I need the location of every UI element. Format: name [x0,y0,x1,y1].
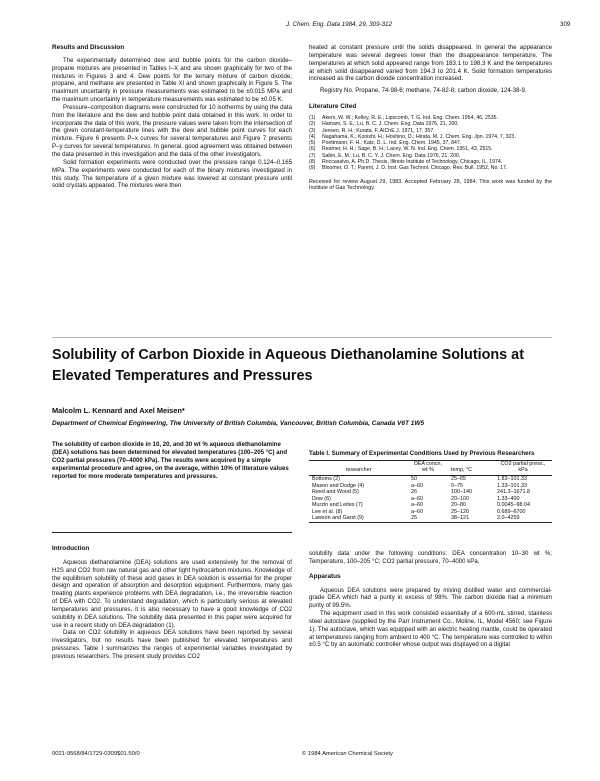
reference-number: (9) [309,165,316,172]
table-cell: Dow (6) [312,495,331,502]
reference-text: Nagahama, K.; Konishi, H.; Hoshino, D.; Hirata, M. J. Chem. Eng. Jpn. 1974, 7, 323. [322,133,516,140]
prev-right-column [309,44,552,192]
reference-number: (2) [309,121,316,128]
reference-number: (4) [309,133,316,140]
table-cell: 50 [410,476,417,483]
reference-number: (3) [309,127,316,134]
table-cell: Murzin and Leites (7) [312,502,363,509]
page-number: 309 [560,21,571,28]
article-divider [52,337,552,338]
table-cell: 0.689–6700 [497,508,526,515]
abstract-rule [52,532,292,533]
table-cell: 25–120 [450,508,469,515]
table-cell: Lawson and Garst (9) [312,515,364,522]
apparatus-heading: Apparatus [309,572,341,580]
article-authors: Malcolm L. Kennard and Axel Meisen* [52,406,185,415]
table-cell: 241.3–1671.8 [497,489,530,496]
reference-number: (6) [309,146,316,153]
prev-paragraph: Solid formation experiments were conducted over the pressure range 0.124–0.165 MPa. The experiments were conducted for each of the binary mixtures investigated in this study. The temperature of a given mixture was lowered at constant pressure until solid crystals appeared. The mixtures were then [52,158,292,190]
journal-citation: J. Chem. Eng. Data 1984, 29, 309-312 [286,21,392,28]
table-cell: 1.33–101.33 [497,482,527,489]
table-body [309,461,552,522]
reference-text: Jensen, R. H.; Kurata, F. AIChE J. 1971, 17, 357. [322,127,435,134]
table-cell: 25–65 [450,476,466,483]
table-cell: a–60 [410,495,423,502]
reference-text: Hamam, S. E.; Lu, B. C. J. Chem. Eng. Data 1976, 21, 200. [322,121,459,128]
prev-paragraph: The experimentally determined dew and bubble points for the carbon dioxide–propane mixtures are presented in Tables I–X and are shown graphically for two of the mixtures in Figures 3 and 4. Dew points for the ternary mixture of carbon dioxide, propane, and methane are presented in Table XI and shown graphically in Figure 5. The maximum uncertainty in pressure measurements was estimated to be ±0.015 MPa and the maximum uncertainty in temperature measurements was estimated to be ±0.05 K. [52,56,292,104]
reference-list [309,115,552,172]
received-note: Received for review August 29, 1983. Accepted February 28, 1984. This work was funded by the Institute of Gas Technology. [309,178,552,192]
reference-text: Sabin, E. M.; Lu, B. C. Y. J. Chem. Eng. Data 1976, 21, 200. [322,152,461,159]
conditions-paragraph: solubility data under the following conditions: DEA concentration 10–30 wt %; Temperature, 100–205 °C; CO2 partial pressure, 70–4000 kPa. [309,550,552,565]
reference-text: Roccasalvo, A. Ph.D. Thesis, Illinois Institute of Technology, Chicago, IL, 1974. [322,158,503,165]
reference-text: Bloomer, O. T.; Parent, J. D. Inst. Gas Technol. Chicago, Res. Bull. 1952, No. 17. [322,165,508,172]
table-cell: Lee et al. (8) [312,508,343,515]
table-header-researcher: researcher [345,467,372,474]
table-cell: 20–100 [450,495,469,502]
table-cell: a–60 [410,502,423,509]
reference-number: (1) [309,114,316,121]
prev-paragraph: Pressure–composition diagrams were constructed for 10 isotherms by using the data from the literature and the dew and bubble point data obtained in this work. In order to incorporate the data of this work, the pressure values were taken from the intersection of the given constant-temperature lines with the dew and bubble point curves for each mixture. Figure 6 presents P–x curves for several temperatures and Figure 7 presents P–y curves for several temperatures. In general, good agreement was obtained between the data presented in this investigation and the data of the other investigators. [52,103,292,158]
table-cell: Bottoms (2) [312,476,340,483]
table-cell: a–60 [410,508,423,515]
table-cell: a–60 [410,482,423,489]
table-cell: 38–121 [450,515,469,522]
reference-number: (8) [309,158,316,165]
intro-paragraph: Aqueous diethanolamine (DEA) solutions are used extensively for the removal of H2S and CO2 from raw natural gas and other light hydrocarbon mixtures. Knowledge of the equilibrium solubility of these acid gases in DEA solution is essential for the proper design and operation of absorption and desorption equipment. Furthermore, many gas treating plants experience problems with DEA degradation, i.e., the irreversible reaction of DEA with CO2. To understand degradation, which is particularly serious at elevated temperatures and pressures, it is also necessary to have a good knowledge of CO2 solubility in DEA solutions. The solubility data presented in this paper were acquired for use in a recent study on DEA degradation (1). [52,558,292,629]
reference-text: Poettmann, F. H.; Katz, D. L. Ind. Eng. Chem. 1945, 37, 847. [322,140,462,147]
registry-numbers: Registry No. Propane, 74-98-6; methane, 74-82-8; carbon dioxide, 124-38-9. [320,87,527,95]
reference-number: (7) [309,152,316,159]
table-header-pressure: CO2 partial press., kPa [500,460,546,474]
intro-paragraph: Data on CO2 solubility in aqueous DEA solutions have been reported by several investigators, but no results have been published for elevated temperatures and pressures. Table I summarizes the ranges of experimental variables investigated by previous researchers. The present study provides CO2 [52,629,292,660]
table-cell: 1.33–400 [497,495,520,502]
table-cell: 2.0–4259 [497,515,520,522]
table-cell: 100–140 [450,489,472,496]
table-1 [309,450,552,522]
literature-heading: Literature Cited [309,103,357,111]
intro-column [52,545,292,661]
table-cell: 0.0045–98.04 [497,502,530,509]
right-article-column [309,550,552,649]
table-cell: 0–75 [450,482,463,489]
prev-paragraph: heated at constant pressure until the solids disappeared. In general the appearance temperature was several degrees lower than the disappearance temperature. The temperatures at which solid appeared range from 183.1 to 198.3 K and the temperatures at which solid disappeared varied from 194.3 to 201.4 K. Solid formation temperatures increased as the carbon dioxide concentration increased. [309,44,552,83]
reference-text: Akers, W. W.; Kelley, R. E.; Lipscomb, T. G. Ind. Eng. Chem. 1954, 46, 2535. [322,114,498,121]
reference-item [309,165,552,171]
reference-number: (5) [309,140,316,147]
apparatus-paragraph: The equipment used in this work consisted essentially of a 600-mL stirred, stainless steel autoclave (supplied by the Parr Instrument Co., Moline, IL, Model 4560; see Figure 1). The autoclave, which was equipped with an electric heating mantle, could be operated at temperatures ranging from ambient to 400 °C. The temperature was controlled to within ±0.5 °C by an automatic controller whose output was displayed on a digital [309,610,552,649]
apparatus-paragraph: Aqueous DEA solutions were prepared by mixing distilled water and commercial-grade DEA which had a purity in excess of 98%. The carbon dioxide had a minimum purity of 99.5%. [309,586,552,610]
page-footer [52,751,572,757]
table-cell: 26 [410,489,417,496]
article-code: 0021-9568/84/1729-0309$01.50/0 [52,751,140,757]
article-title: Solubility of Carbon Dioxide in Aqueous Diethanolamine Solutions at Elevated Temperatures and Pressures [52,347,524,384]
table-cell: Reed and Wood (5) [312,489,359,496]
prev-left-column [52,44,292,190]
table-cell: 20–80 [450,502,466,509]
table-header-concn: DEA concn, wt % [413,460,443,474]
copyright: © 1984 American Chemical Society [302,751,393,757]
results-heading: Results and Discussion [52,44,125,51]
table-rule-bottom [309,522,552,523]
table-cell: Mason and Dodge (4) [312,482,365,489]
table-cell: 25 [410,515,417,522]
article-affiliation: Department of Chemical Engineering, The University of British Columbia, Vancouver, British Columbia, Canada V6T 1W5 [52,420,425,427]
reference-text: Reamer, H. H.; Sage, B. H.; Lacey, W. N. Ind. Eng. Chem. 1951, 43, 2515. [322,146,493,153]
abstract: The solubility of carbon dioxide in 10, 20, and 30 wt % aqueous diethanolamine (DEA) solutions has been determined for elevated temperatures (100–205 °C) and CO2 partial pressures (70–4000 kPa). The results were acquired by a simple experimental procedure and agree, on the average, within 10% of literature values reported for more moderate temperatures and pressures. [52,441,289,480]
table-cell: 1.83–101.33 [497,476,527,483]
table-header-temp: temp, °C [450,467,472,474]
running-header [0,20,600,32]
table-caption: Table I. Summary of Experimental Conditions Used by Previous Researchers [309,450,535,457]
intro-heading: Introduction [52,545,90,552]
